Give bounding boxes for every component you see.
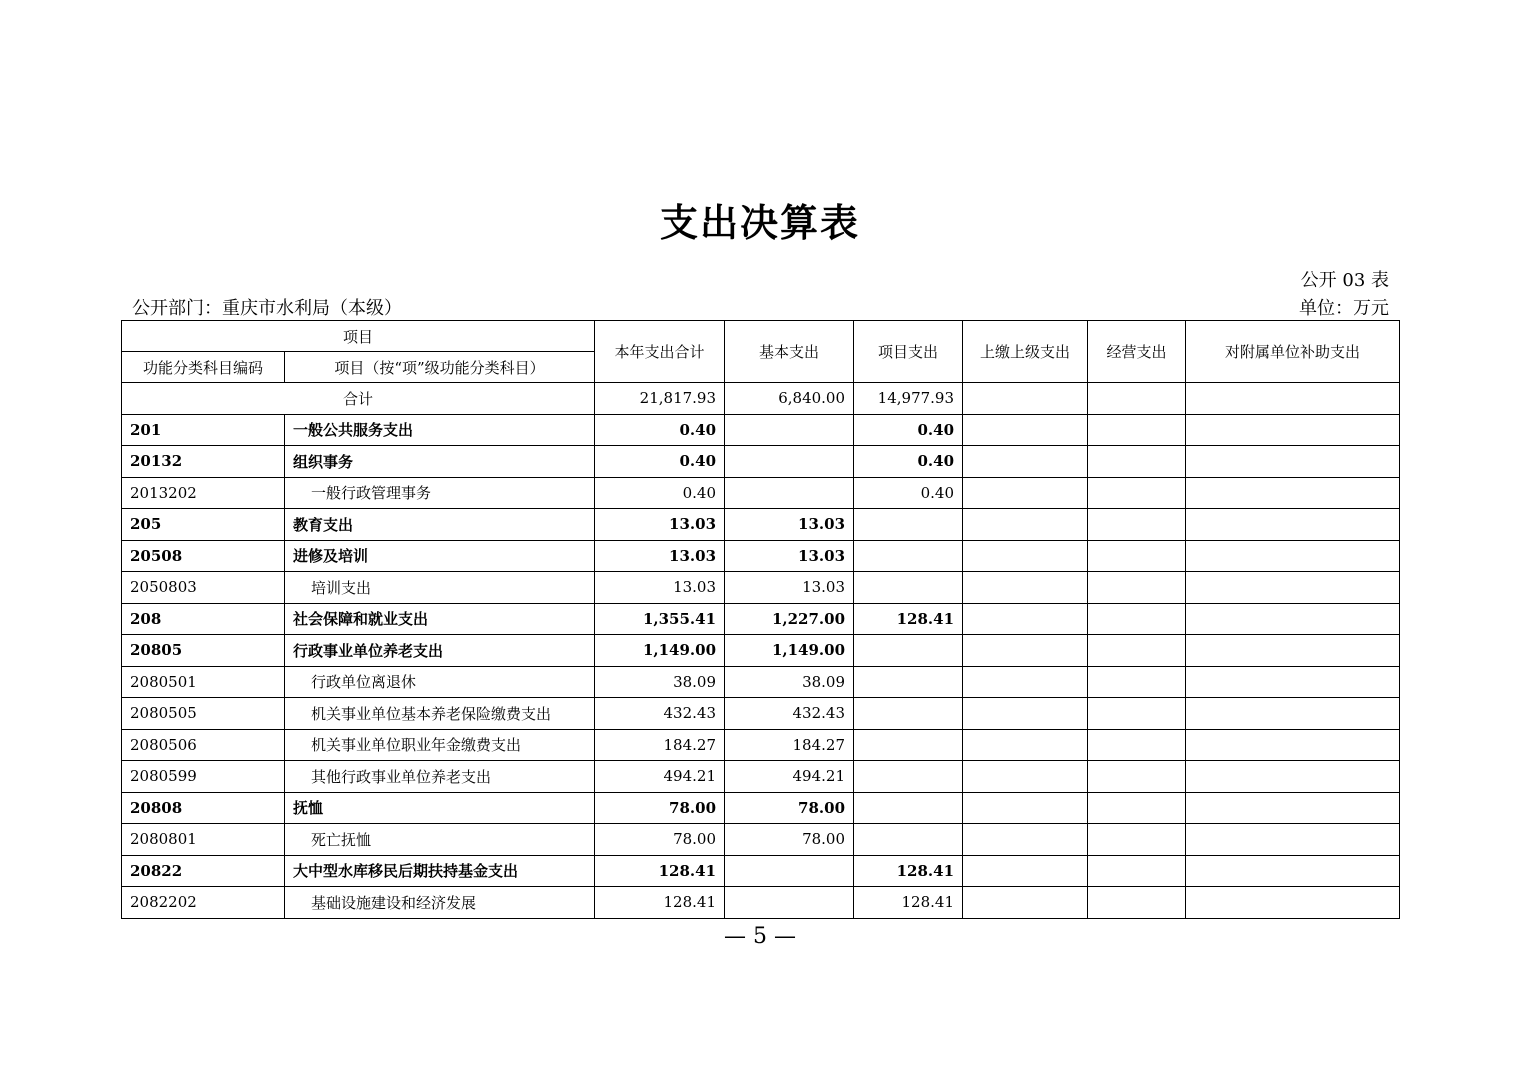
table-row [122, 761, 1400, 793]
row-name: 一般公共服务支出 [285, 414, 595, 446]
row-total: 0.40 [595, 477, 725, 509]
row-basic: 1,227.00 [725, 603, 854, 635]
empty-cell [963, 603, 1088, 635]
empty-cell [1088, 509, 1186, 541]
row-project [854, 792, 963, 824]
department-label: 公开部门：重庆市水利局（本级） [132, 298, 402, 319]
row-total: 432.43 [595, 698, 725, 730]
empty-cell [963, 509, 1088, 541]
empty-cell [963, 855, 1088, 887]
row-basic: 78.00 [725, 824, 854, 856]
row-basic [725, 477, 854, 509]
row-name [285, 761, 595, 793]
row-project [854, 824, 963, 856]
empty-cell [963, 761, 1088, 793]
row-total: 78.00 [595, 824, 725, 856]
table-row [122, 792, 1400, 824]
row-total: 13.03 [595, 572, 725, 604]
row-name-label: 其他行政事业单位养老支出 [311, 767, 492, 786]
empty-cell [1186, 477, 1400, 509]
row-name [285, 698, 595, 730]
row-code: 20508 [122, 540, 285, 572]
empty-cell [1186, 698, 1400, 730]
row-total: 1,355.41 [595, 603, 725, 635]
empty-cell [1088, 887, 1186, 919]
empty-cell [1088, 477, 1186, 509]
total-label: 合计 [122, 383, 595, 415]
empty-cell [1088, 635, 1186, 667]
header-upper: 上缴上级支出 [963, 321, 1088, 383]
row-code: 2080501 [122, 666, 285, 698]
row-basic: 78.00 [725, 792, 854, 824]
row-name: 大中型水库移民后期扶持基金支出 [285, 855, 595, 887]
empty-cell [1186, 666, 1400, 698]
row-total: 0.40 [595, 414, 725, 446]
empty-cell [1088, 761, 1186, 793]
empty-cell [1186, 572, 1400, 604]
row-basic: 432.43 [725, 698, 854, 730]
row-basic: 13.03 [725, 540, 854, 572]
row-total: 13.03 [595, 509, 725, 541]
row-project: 128.41 [854, 855, 963, 887]
row-name [285, 666, 595, 698]
empty-cell [963, 540, 1088, 572]
row-name-label: 行政单位离退休 [311, 673, 417, 692]
row-code: 20808 [122, 792, 285, 824]
empty-cell [1088, 540, 1186, 572]
table-row [122, 477, 1400, 509]
empty-cell [1088, 572, 1186, 604]
header-name: 项目（按“项”级功能分类科目） [285, 352, 595, 383]
empty-cell [963, 414, 1088, 446]
row-name-label: 一般行政管理事务 [311, 484, 432, 503]
total-basic: 6,840.00 [725, 383, 854, 415]
row-basic: 1,149.00 [725, 635, 854, 667]
row-project: 0.40 [854, 477, 963, 509]
row-code: 2080506 [122, 729, 285, 761]
row-total: 1,149.00 [595, 635, 725, 667]
row-basic: 13.03 [725, 509, 854, 541]
table-row [122, 729, 1400, 761]
header-subsidy: 对附属单位补助支出 [1186, 321, 1400, 383]
expenditure-table [121, 320, 1400, 919]
row-project [854, 729, 963, 761]
row-basic [725, 887, 854, 919]
empty-cell [1186, 855, 1400, 887]
empty-cell [963, 824, 1088, 856]
empty-cell [1186, 509, 1400, 541]
row-code: 2080801 [122, 824, 285, 856]
row-total: 13.03 [595, 540, 725, 572]
empty-cell [1088, 855, 1186, 887]
table-row [122, 855, 1400, 887]
row-total: 128.41 [595, 887, 725, 919]
row-code: 2080505 [122, 698, 285, 730]
table-row [122, 446, 1400, 478]
empty-cell [1186, 635, 1400, 667]
table-row [122, 540, 1400, 572]
row-code: 208 [122, 603, 285, 635]
row-code: 20805 [122, 635, 285, 667]
row-name: 社会保障和就业支出 [285, 603, 595, 635]
empty-cell [1186, 446, 1400, 478]
row-code: 201 [122, 414, 285, 446]
row-project [854, 509, 963, 541]
row-code: 20822 [122, 855, 285, 887]
row-basic: 184.27 [725, 729, 854, 761]
table-row [122, 698, 1400, 730]
row-name-label: 机关事业单位职业年金缴费支出 [311, 736, 522, 755]
row-basic [725, 414, 854, 446]
header-project-expenditure: 项目支出 [854, 321, 963, 383]
total-row [122, 383, 1400, 415]
empty-cell [1088, 603, 1186, 635]
row-name: 行政事业单位养老支出 [285, 635, 595, 667]
row-name: 抚恤 [285, 792, 595, 824]
empty-cell [963, 729, 1088, 761]
row-total: 494.21 [595, 761, 725, 793]
row-basic [725, 855, 854, 887]
row-project [854, 635, 963, 667]
row-project: 0.40 [854, 414, 963, 446]
row-total: 184.27 [595, 729, 725, 761]
form-code: 公开 03 表 [1300, 270, 1389, 291]
row-name [285, 729, 595, 761]
row-name [285, 824, 595, 856]
row-project: 128.41 [854, 603, 963, 635]
table-row [122, 635, 1400, 667]
row-basic [725, 446, 854, 478]
empty-cell [963, 446, 1088, 478]
empty-cell [1186, 414, 1400, 446]
empty-cell [963, 477, 1088, 509]
row-code: 2082202 [122, 887, 285, 919]
header-code: 功能分类科目编码 [122, 352, 285, 383]
table-row [122, 603, 1400, 635]
row-name-label: 培训支出 [311, 578, 372, 597]
empty-cell [963, 572, 1088, 604]
empty-cell [1088, 698, 1186, 730]
unit-label: 单位：万元 [1299, 298, 1389, 319]
empty-cell [1186, 824, 1400, 856]
row-code: 2013202 [122, 477, 285, 509]
row-name [285, 477, 595, 509]
empty-cell [1186, 761, 1400, 793]
empty-cell [963, 666, 1088, 698]
row-name-label: 死亡抚恤 [311, 830, 372, 849]
total-project: 14,977.93 [854, 383, 963, 415]
row-code: 20132 [122, 446, 285, 478]
row-code: 2050803 [122, 572, 285, 604]
table-row [122, 414, 1400, 446]
page-number: — 5 — [724, 924, 796, 949]
header-project: 项目 [122, 321, 595, 352]
row-basic: 38.09 [725, 666, 854, 698]
row-name-label: 机关事业单位基本养老保险缴费支出 [311, 704, 552, 723]
row-name: 组织事务 [285, 446, 595, 478]
row-name [285, 887, 595, 919]
row-project: 0.40 [854, 446, 963, 478]
row-basic: 494.21 [725, 761, 854, 793]
total-amount: 21,817.93 [595, 383, 725, 415]
table-row [122, 509, 1400, 541]
empty-cell [1088, 729, 1186, 761]
empty-cell [1186, 540, 1400, 572]
row-total: 78.00 [595, 792, 725, 824]
row-total: 0.40 [595, 446, 725, 478]
row-total: 38.09 [595, 666, 725, 698]
empty-cell [1186, 729, 1400, 761]
row-name [285, 572, 595, 604]
row-project: 128.41 [854, 887, 963, 919]
row-project [854, 666, 963, 698]
empty-cell [1186, 792, 1400, 824]
empty-cell [1088, 824, 1186, 856]
row-name: 进修及培训 [285, 540, 595, 572]
empty-cell [963, 887, 1088, 919]
row-project [854, 540, 963, 572]
empty-cell [1088, 666, 1186, 698]
empty-cell [963, 635, 1088, 667]
page-title: 支出决算表 [659, 200, 860, 245]
header-business: 经营支出 [1088, 321, 1186, 383]
row-name: 教育支出 [285, 509, 595, 541]
table-row [122, 887, 1400, 919]
empty-cell [963, 698, 1088, 730]
row-project [854, 698, 963, 730]
empty-cell [1088, 446, 1186, 478]
row-name-label: 基础设施建设和经济发展 [311, 893, 477, 912]
row-project [854, 761, 963, 793]
empty-cell [1186, 887, 1400, 919]
header-total: 本年支出合计 [595, 321, 725, 383]
row-project [854, 572, 963, 604]
empty-cell [1186, 603, 1400, 635]
table-row [122, 666, 1400, 698]
table-row [122, 572, 1400, 604]
empty-cell [1088, 792, 1186, 824]
row-code: 2080599 [122, 761, 285, 793]
header-basic: 基本支出 [725, 321, 854, 383]
empty-cell [963, 792, 1088, 824]
empty-cell [1088, 414, 1186, 446]
table-row [122, 824, 1400, 856]
row-basic: 13.03 [725, 572, 854, 604]
row-code: 205 [122, 509, 285, 541]
row-total: 128.41 [595, 855, 725, 887]
